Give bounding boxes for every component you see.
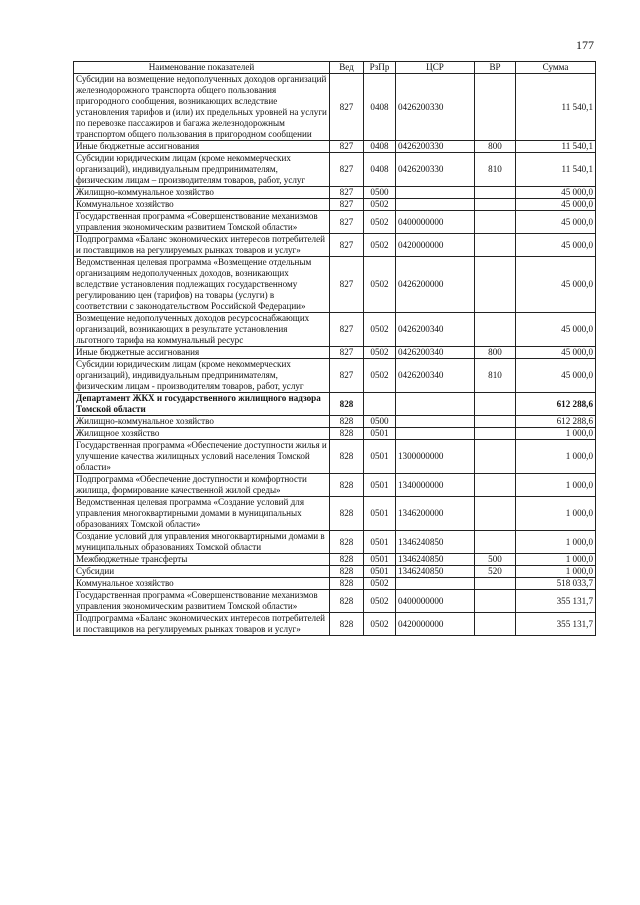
cell-rzpr: 0500 [364,416,396,428]
cell-csr: 1346240850 [396,566,475,578]
cell-ved: 827 [330,257,364,313]
cell-rzpr: 0501 [364,531,396,554]
cell-name: Субсидии [74,566,330,578]
cell-ved: 827 [330,313,364,347]
table-row [74,428,596,440]
header-csr: ЦСР [396,62,475,74]
cell-ved: 828 [330,566,364,578]
table-row [74,474,596,497]
table-row [74,590,596,613]
cell-csr: 0426200000 [396,257,475,313]
cell-sum: 11 540,1 [516,153,596,187]
table-row [74,153,596,187]
cell-rzpr: 0502 [364,313,396,347]
cell-csr: 0426200340 [396,313,475,347]
cell-name: Подпрограмма «Баланс экономических интересов потребителей и поставщиков на регулируемых рынках товаров и услуг» [74,613,330,636]
cell-sum: 1 000,0 [516,554,596,566]
cell-rzpr: 0502 [364,199,396,211]
cell-vr [475,74,516,141]
cell-sum: 612 288,6 [516,416,596,428]
cell-rzpr: 0408 [364,74,396,141]
cell-ved: 827 [330,359,364,393]
cell-ved: 828 [330,554,364,566]
cell-sum: 1 000,0 [516,497,596,531]
cell-ved: 828 [330,440,364,474]
table-header-row [74,62,596,74]
cell-rzpr: 0502 [364,211,396,234]
table-row [74,257,596,313]
cell-ved: 828 [330,416,364,428]
cell-rzpr: 0501 [364,474,396,497]
table-row [74,531,596,554]
table-row [74,347,596,359]
cell-vr [475,313,516,347]
cell-sum: 1 000,0 [516,531,596,554]
cell-csr: 0400000000 [396,590,475,613]
table-row [74,578,596,590]
cell-vr: 810 [475,359,516,393]
cell-name: Жилищно-коммунальное хозяйство [74,187,330,199]
cell-vr: 810 [475,153,516,187]
cell-sum: 45 000,0 [516,359,596,393]
cell-vr [475,257,516,313]
cell-csr: 0426200330 [396,74,475,141]
cell-name: Создание условий для управления многоквартирными домами в муниципальных образованиях Томской области [74,531,330,554]
cell-csr: 0426200330 [396,153,475,187]
cell-csr [396,393,475,416]
cell-csr: 1340000000 [396,474,475,497]
cell-name: Жилищное хозяйство [74,428,330,440]
cell-vr [475,199,516,211]
cell-rzpr [364,393,396,416]
cell-sum: 1 000,0 [516,566,596,578]
cell-vr: 520 [475,566,516,578]
cell-sum: 11 540,1 [516,74,596,141]
cell-rzpr: 0502 [364,359,396,393]
cell-csr [396,578,475,590]
cell-name: Коммунальное хозяйство [74,199,330,211]
cell-rzpr: 0502 [364,578,396,590]
budget-table [73,61,596,636]
cell-ved: 828 [330,613,364,636]
cell-vr [475,440,516,474]
table-row [74,211,596,234]
cell-ved: 827 [330,187,364,199]
cell-csr [396,199,475,211]
cell-vr [475,416,516,428]
table-row [74,393,596,416]
cell-vr [475,187,516,199]
cell-sum: 11 540,1 [516,141,596,153]
table-row [74,74,596,141]
cell-vr [475,211,516,234]
cell-sum: 45 000,0 [516,347,596,359]
cell-rzpr: 0501 [364,497,396,531]
cell-sum: 355 131,7 [516,590,596,613]
cell-name: Возмещение недополученных доходов ресурсоснабжающих организаций, возникающих в результате установления льготного тарифа на коммунальный ресурс [74,313,330,347]
cell-ved: 828 [330,393,364,416]
cell-sum: 518 033,7 [516,578,596,590]
cell-rzpr: 0502 [364,613,396,636]
cell-rzpr: 0501 [364,428,396,440]
header-rzpr: РзПр [364,62,396,74]
header-ved: Вед [330,62,364,74]
cell-ved: 827 [330,141,364,153]
cell-ved: 828 [330,428,364,440]
cell-name: Подпрограмма «Обеспечение доступности и комфортности жилища, формирование качественной жилой среды» [74,474,330,497]
cell-ved: 827 [330,234,364,257]
cell-name: Субсидии юридическим лицам (кроме некоммерческих организаций), индивидуальным предпринимателям, физическим лицам – производителям товаров, работ, услуг [74,153,330,187]
cell-ved: 827 [330,347,364,359]
cell-csr: 0420000000 [396,613,475,636]
cell-sum: 45 000,0 [516,257,596,313]
cell-vr [475,497,516,531]
cell-vr [475,613,516,636]
cell-vr [475,531,516,554]
table-row [74,313,596,347]
cell-ved: 827 [330,211,364,234]
cell-ved: 828 [330,590,364,613]
cell-csr: 1346240850 [396,531,475,554]
cell-vr: 500 [475,554,516,566]
cell-sum: 45 000,0 [516,313,596,347]
cell-ved: 828 [330,474,364,497]
cell-rzpr: 0408 [364,153,396,187]
cell-vr [475,428,516,440]
table-row [74,554,596,566]
page-number: 177 [576,38,594,52]
cell-rzpr: 0502 [364,347,396,359]
cell-csr [396,428,475,440]
cell-rzpr: 0500 [364,187,396,199]
cell-sum: 1 000,0 [516,474,596,497]
cell-vr: 800 [475,141,516,153]
cell-name: Ведомственная целевая программа «Создание условий для управления многоквартирными домами в муниципальных образованиях Томской области» [74,497,330,531]
cell-csr: 1300000000 [396,440,475,474]
cell-vr: 800 [475,347,516,359]
table-row [74,199,596,211]
cell-name: Департамент ЖКХ и государственного жилищного надзора Томской области [74,393,330,416]
table-row [74,187,596,199]
cell-sum: 1 000,0 [516,440,596,474]
cell-vr [475,578,516,590]
cell-name: Государственная программа «Совершенствование механизмов управления экономическим развитием Томской области» [74,590,330,613]
cell-rzpr: 0502 [364,590,396,613]
cell-name: Коммунальное хозяйство [74,578,330,590]
cell-name: Государственная программа «Совершенствование механизмов управления экономическим развитием Томской области» [74,211,330,234]
table-row [74,566,596,578]
cell-sum: 1 000,0 [516,428,596,440]
cell-ved: 827 [330,74,364,141]
cell-csr [396,416,475,428]
header-vr: ВР [475,62,516,74]
table-row [74,234,596,257]
cell-sum: 45 000,0 [516,187,596,199]
cell-csr: 1346240850 [396,554,475,566]
cell-sum: 612 288,6 [516,393,596,416]
cell-csr: 0426200340 [396,359,475,393]
cell-vr [475,393,516,416]
cell-name: Ведомственная целевая программа «Возмещение отдельным организациям недополученных доходов, возникающих вследствие установления подлежащих государственному регулированию цен (тарифов) на товары (услуги) в соответствии с законодательством Российской Федерации» [74,257,330,313]
table-row [74,141,596,153]
cell-sum: 45 000,0 [516,199,596,211]
cell-name: Жилищно-коммунальное хозяйство [74,416,330,428]
cell-rzpr: 0408 [364,141,396,153]
cell-csr: 1346200000 [396,497,475,531]
table-row [74,613,596,636]
cell-rzpr: 0501 [364,566,396,578]
cell-ved: 828 [330,578,364,590]
cell-name: Подпрограмма «Баланс экономических интересов потребителей и поставщиков на регулируемых рынках товаров и услуг» [74,234,330,257]
cell-csr: 0420000000 [396,234,475,257]
cell-csr [396,187,475,199]
cell-sum: 355 131,7 [516,613,596,636]
cell-ved: 828 [330,531,364,554]
cell-name: Иные бюджетные ассигнования [74,141,330,153]
cell-sum: 45 000,0 [516,234,596,257]
cell-name: Субсидии юридическим лицам (кроме некоммерческих организаций), индивидуальным предпринимателям, физическим лицам - производителям товаров, работ, услуг [74,359,330,393]
cell-name: Государственная программа «Обеспечение доступности жилья и улучшение качества жилищных условий населения Томской области» [74,440,330,474]
cell-vr [475,234,516,257]
cell-ved: 828 [330,497,364,531]
cell-rzpr: 0501 [364,440,396,474]
header-name: Наименование показателей [74,62,330,74]
table-row [74,359,596,393]
cell-vr [475,590,516,613]
table-row [74,416,596,428]
cell-rzpr: 0502 [364,257,396,313]
table-row [74,497,596,531]
cell-ved: 827 [330,199,364,211]
cell-vr [475,474,516,497]
cell-csr: 0400000000 [396,211,475,234]
cell-name: Субсидии на возмещение недополученных доходов организаций железнодорожного транспорта общего пользования пригородного сообщения, возникающих вследствие установления тарифов и (или) их предельных уровней на услуги по перевозке пассажиров и багажа железнодорожным транспортом общего пользования в пригородном сообщении [74,74,330,141]
table-row [74,440,596,474]
header-sum: Сумма [516,62,596,74]
cell-rzpr: 0502 [364,234,396,257]
cell-csr: 0426200340 [396,347,475,359]
cell-sum: 45 000,0 [516,211,596,234]
cell-csr: 0426200330 [396,141,475,153]
cell-ved: 827 [330,153,364,187]
cell-name: Межбюджетные трансферты [74,554,330,566]
cell-name: Иные бюджетные ассигнования [74,347,330,359]
cell-rzpr: 0501 [364,554,396,566]
